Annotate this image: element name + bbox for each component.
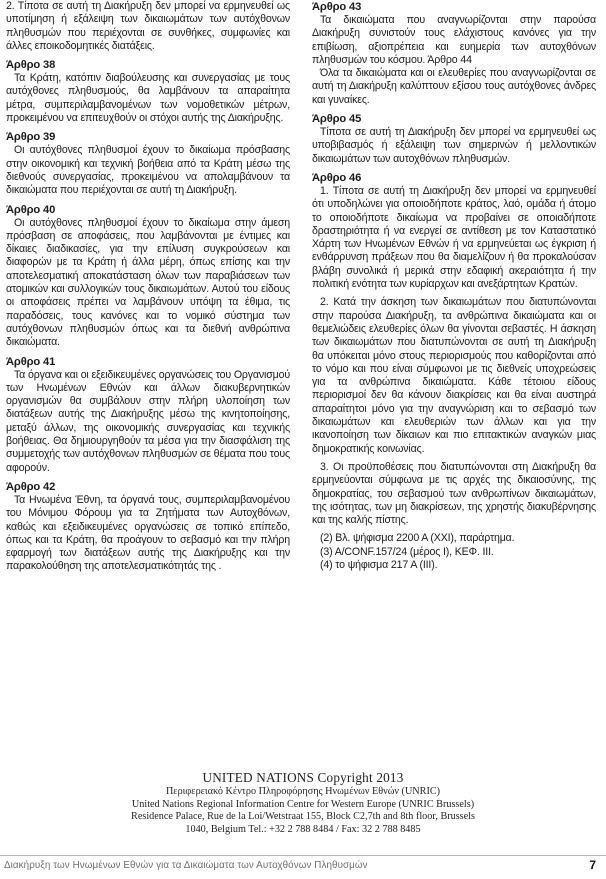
left-column (6, 0, 290, 574)
article-46-paragraph-1: 1. Τίποτα σε αυτή τη Διακήρυξη δεν μπορεί να ερμηνευθεί ότι υποδηλώνει για οποιοδήποτε κράτος, λαό, ομάδα ή άτομο το οποιοδήποτε δικαίωμα να προβαίνει σε οποιαδήποτε δραστηριότητα ή να ενεργεί σε αντίθεση με τον Καταστατικό Χάρτη των Ηνωμένων Εθνών ή να ερμηνεύεται ως έγκριση ή ενθάρρυνση πράξεων που θα διαμελίζουν ή θα προκαλούσαν βλάβη συνολικά ή μερικά στην εδαφική ακεραιότητα ή την πολιτική ενότητα των κυρίαρχων και ανεξάρτητων Κρατών. (312, 184, 596, 291)
article-45-text: Τίποτα σε αυτή τη Διακήρυξη δεν μπορεί να ερμηνευθεί ως υποβιβασμός ή εξάλειψη των σημερινών ή μελλοντικών δικαιωμάτων των αυτοχθόνων πληθυσμών. (312, 126, 596, 165)
article-46-heading: Άρθρο 46 (312, 171, 362, 184)
copyright-address: Residence Palace, Rue de la Loi/Wetstraat 155, Block C2,7th and 8th floor, Brussels (131, 811, 475, 823)
footnote-3: (3) A/CONF.157/24 (μέρος Ι), ΚΕΦ. III. (320, 545, 494, 558)
page-number: 7 (589, 858, 596, 872)
footer-document-title: Διακήρυξη των Ηνωμένων Εθνών για τα Δικαιώματα των Αυτοχθόνων Πληθυσμών (4, 860, 368, 871)
copyright-unric-english: United Nations Regional Information Centre for Western Europe (UNRIC Brussels) (131, 798, 475, 810)
article-41-heading: Άρθρο 41 (6, 355, 56, 368)
copyright-block (0, 770, 606, 836)
article-39-heading: Άρθρο 39 (6, 131, 56, 144)
article-41-text: Τα όργανα και οι εξειδικευμένες οργανώσεις του Οργανισμού των Ηνωμένων Εθνών και άλλων διακυβερνητικών οργανισμών θα συμβάλουν στην πλήρη υλοποίηση των διατάξεων αυτής της Διακήρυξης μέσω της κινητοποίησης, μεταξύ άλλων, της οικονομικής συνεργασίας και τεχνικής βοήθειας. Θα δημιουργηθούν τα μέσα για την διασφάλιση της συμμετοχής των αυτόχθονων πληθυσμών σε θέματα που τους αφορούν. (6, 368, 290, 474)
article-44-text: Όλα τα δικαιώματα και οι ελευθερίες που αναγνωρίζονται σε αυτή τη Διακήρυξη καλύπτουν εξίσου τους αυτόχθονες άνδρες και γυναίκες. (312, 67, 596, 106)
article-43-text: Τα δικαιώματα που αναγνωρίζονται στην παρούσα Διακήρυξη συνιστούν τους ελάχιστους κανόνες για την επιβίωση, αξιοπρέπεια και ευημερία των αυτοχθόνων πληθυσμών του κόσμου. Άρθρο 44 (312, 14, 596, 66)
article-37-paragraph-2: 2. Τίποτα σε αυτή τη Διακήρυξη δεν μπορεί να ερμηνευθεί ως υποτίμηση ή εξάλειψη των δικαιωμάτων των αυτόχθονων πληθυσμών που περιέχονται σε συνθήκες, συμφωνίες και άλλες εποικοδομητικές διατάξεις. (6, 0, 290, 52)
article-38-text: Τα Κράτη, κατόπιν διαβούλευσης και συνεργασίας με τους αυτόχθονες πληθυσμούς, θα λαμβάνουν τα απαραίτητα μέτρα, συμπεριλαμβανομένων των νομοθετικών μέτρων, προκειμένου να επιτευχθούν οι στόχοι αυτής της Διακήρυξης. (6, 72, 290, 125)
article-46-paragraph-3: 3. Οι προϋποθέσεις που διατυπώνονται στη Διακήρυξη θα ερμηνεύονται σύμφωνα με τις αρχές της δικαιοσύνης, της δημοκρατίας, του σεβασμού των ανθρωπίνων δικαιωμάτων, της ισότητας, των μη διακρίσεων, της χρηστής διακυβέρνησης και της καλής πίστης. (312, 460, 596, 527)
article-45-heading: Άρθρο 45 (312, 113, 362, 126)
article-40-text: Οι αυτόχθονες πληθυσμοί έχουν το δικαίωμα στην άμεση πρόσβαση σε αποφάσεις, που λαμβάνονται με έντιμες και δίκαιες διαδικασίες, για την επίλυση συγκρούσεων και διαφορών με τα Κράτη ή άλλα μέρη, όπως επίσης και την αποτελεσματική αποκατάσταση όλων των παραβιάσεων των ατομικών και συλλογικών τους δικαιωμάτων. Αυτού του είδους οι αποφάσεις πρέπει να λαμβάνουν υπόψη τα έθιμα, τις παραδόσεις, τους κανόνες και το νομικό σύστημα των αυτόχθονων πληθυσμών όπως και τα διεθνή ανθρώπινα δικαιώματα. (6, 216, 290, 349)
article-38-heading: Άρθρο 38 (6, 59, 56, 72)
article-39-text: Οι αυτόχθονες πληθυσμοί έχουν το δικαίωμα πρόσβασης στην οικονομική και τεχνική βοήθεια από τα Κράτη μέσω της διεθνούς συνεργασίας, προκειμένου να απολαμβάνουν τα δικαιώματα που περιέχονται σε αυτή τη Διακήρυξη. (6, 144, 290, 197)
copyright-phone-fax: 1040, Belgium Tel.: +32 2 788 8484 / Fax: 32 2 788 8485 (185, 823, 421, 835)
article-46-paragraph-2: 2. Κατά την άσκηση των δικαιωμάτων που διατυπώνονται στην παρούσα Διακήρυξη, τα ανθρώπινα δικαιώματα και οι θεμελιώδεις ελευθερίες όλων θα γίνονται σεβαστές. Η άσκηση των δικαιωμάτων που διατυπώνονται σε αυτή τη Διακήρυξη θα υπόκειται μόνο στους περιορισμούς που καθορίζονται από το νόμο και που είναι σύμφωνοι με τις διεθνείς υποχρεώσεις για τα ανθρώπινα δικαιώματα. Κάθε τέτοιου είδους περιορισμοί δεν θα κάνουν διακρίσεις και θα είναι αυστηρά απαραίτητοι μόνο για την αναγνώριση και το σεβασμό των δικαιωμάτων και ελευθεριών των άλλων και για την ικανοποίηση των δίκαιων και πιο επιτακτικών αναγκών μιας δημοκρατικής κοινωνίας. (312, 296, 596, 455)
footnote-2: (2) Βλ. ψήφισμα 2200 Α (XXI), παράρτημα. (320, 532, 515, 545)
article-40-heading: Άρθρο 40 (6, 203, 56, 216)
article-42-heading: Άρθρο 42 (6, 480, 56, 493)
footnote-4: (4) το ψήφισμα 217 Α (III). (320, 558, 438, 571)
article-43-heading: Άρθρο 43 (312, 1, 362, 13)
copyright-title: UNITED NATIONS Copyright 2013 (202, 770, 404, 785)
footer-divider (0, 855, 606, 856)
copyright-unric-greek: Περιφερειακό Κέντρο Πληροφόρησης Ηνωμένων Εθνών (UNRIC) (165, 786, 441, 797)
article-42-text: Τα Ηνωμένα Έθνη, τα όργανά τους, συμπεριλαμβανομένου του Μόνιμου Φόρουμ για τα Ζητήματα των Αυτοχθόνων, καθώς και εξειδικευμένες οργανώσεις σε τοπικό επίπεδο, όπως και τα Κράτη, θα προάγουν το σεβασμό και την πλήρη εφαρμογή των διατάξεων αυτής της Διακήρυξης και την παρακολούθηση της αποτελεσματικότητάς της . (6, 493, 290, 573)
right-column (312, 0, 596, 572)
